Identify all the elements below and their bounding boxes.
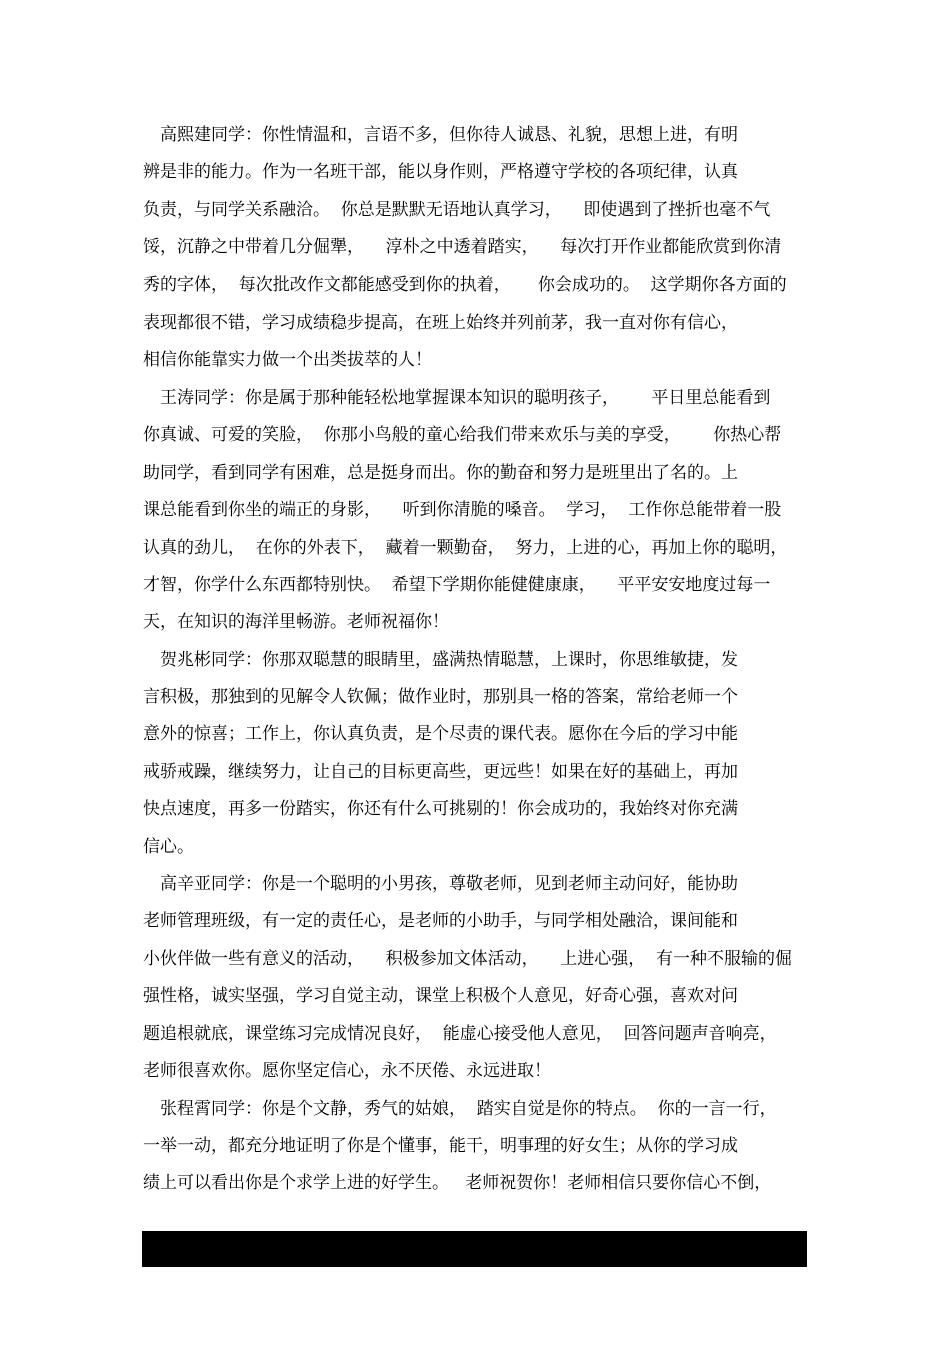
text-line: 信心。 xyxy=(143,837,194,857)
text-line: 才智，你学什么东西都特别快。 希望下学期你能健健康康， 平平安安地度过每一 xyxy=(143,575,771,595)
text-line: 认真的劲儿， 在你的外表下， 藏着一颗勤奋， 努力，上进的心，再加上你的聪明， xyxy=(143,538,788,558)
text-line: 负责，与同学关系融洽。 你总是默默无语地认真学习， 即使遇到了挫折也毫不气 xyxy=(143,200,771,220)
text-line: 王涛同学：你是属于那种能轻松地掌握课本知识的聪明孩子， 平日里总能看到 xyxy=(143,388,771,408)
text-line: 天，在知识的海洋里畅游。老师祝福你！ xyxy=(143,612,449,632)
text-line: 表现都很不错，学习成绩稳步提高，在班上始终并列前茅，我一直对你有信心， xyxy=(143,313,738,333)
text-line: 辨是非的能力。作为一名班干部，能以身作则，严格遵守学校的各项纪律，认真 xyxy=(143,162,738,182)
text-line: 高熙建同学：你性情温和，言语不多，但你待人诚恳、礼貌，思想上进，有明 xyxy=(143,125,738,145)
text-line: 戒骄戒躁，继续努力，让自己的目标更高些，更远些！如果在好的基础上，再加 xyxy=(143,762,738,782)
text-line: 言积极，那独到的见解令人钦佩；做作业时，那别具一格的答案，常给老师一个 xyxy=(143,687,738,707)
text-line: 老师很喜欢你。愿你坚定信心，永不厌倦、永远进取！ xyxy=(143,1061,551,1081)
text-line: 一举一动，都充分地证明了你是个懂事，能干，明事理的好女生；从你的学习成 xyxy=(143,1136,738,1156)
text-line: 意外的惊喜；工作上，你认真负责，是个尽责的课代表。愿你在今后的学习中能 xyxy=(143,724,738,744)
text-line: 馁，沉静之中带着几分倔犟， 淳朴之中透着踏实， 每次打开作业都能欣赏到你清 xyxy=(143,237,782,257)
text-line: 助同学，看到同学有困难，总是挺身而出。你的勤奋和努力是班里出了名的。上 xyxy=(143,463,738,483)
text-line: 贺兆彬同学：你那双聪慧的眼睛里，盛满热情聪慧，上课时，你思维敏捷，发 xyxy=(143,650,738,670)
text-line: 相信你能靠实力做一个出类拔萃的人！ xyxy=(143,350,432,370)
text-line: 题追根就底，课堂练习完成情况良好， 能虚心接受他人意见， 回答问题声音响亮， xyxy=(143,1024,777,1044)
text-line: 小伙伴做一些有意义的活动， 积极参加文体活动， 上进心强， 有一种不服输的倔 xyxy=(143,949,793,969)
text-line: 课总能看到你坐的端正的身影， 听到你清脆的嗓音。 学习， 工作你总能带着一股 xyxy=(143,500,782,520)
text-line: 老师管理班级，有一定的责任心，是老师的小助手，与同学相处融洽，课间能和 xyxy=(143,911,738,931)
text-line: 你真诚、可爱的笑脸， 你那小鸟般的童心给我们带来欢乐与美的享受， 你热心帮 xyxy=(143,425,782,445)
text-line: 高辛亚同学：你是一个聪明的小男孩，尊敬老师，见到老师主动问好，能协助 xyxy=(143,874,738,894)
text-line: 绩上可以看出你是个求学上进的好学生。 老师祝贺你！老师相信只要你信心不倒， xyxy=(143,1173,772,1193)
text-line: 强性格，诚实坚强，学习自觉主动，课堂上积极个人意见，好奇心强，喜欢对问 xyxy=(143,986,738,1006)
text-line: 快点速度，再多一份踏实，你还有什么可挑剔的！你会成功的，我始终对你充满 xyxy=(143,799,738,819)
text-line: 秀的字体， 每次批改作文都能感受到你的执着， 你会成功的。 这学期你各方面的 xyxy=(143,275,787,295)
redaction-bar xyxy=(142,1231,807,1267)
text-line: 张程霄同学：你是个文静，秀气的姑娘， 踏实自觉是你的特点。 你的一言一行， xyxy=(143,1099,777,1119)
